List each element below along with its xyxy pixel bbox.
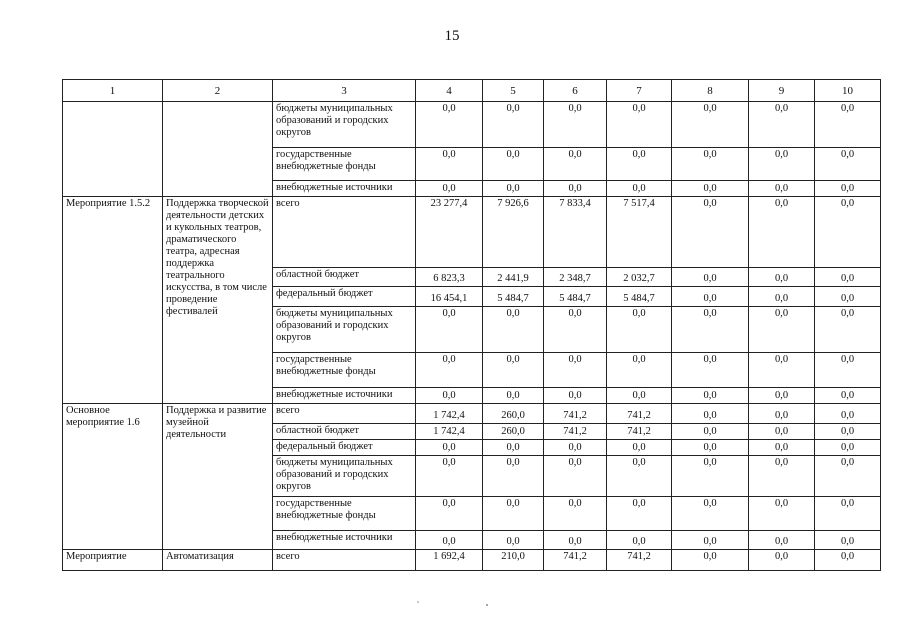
value-cell: 0,0	[815, 550, 881, 571]
value-cell: 741,2	[607, 424, 672, 440]
value-cell: 0,0	[815, 497, 881, 531]
value-cell: 0,0	[672, 550, 749, 571]
value-cell: 0,0	[672, 197, 749, 268]
value-cell: 5 484,7	[607, 287, 672, 307]
funding-source: бюджеты муниципальных образований и городских округов	[273, 307, 416, 353]
value-cell: 260,0	[483, 404, 544, 424]
funding-source: внебюджетные источники	[273, 531, 416, 550]
value-cell: 0,0	[607, 102, 672, 148]
value-cell: 0,0	[483, 353, 544, 388]
measure-code: Мероприятие	[63, 550, 163, 571]
funding-source: всего	[273, 550, 416, 571]
value-cell: 0,0	[749, 424, 815, 440]
value-cell: 0,0	[544, 181, 607, 197]
value-cell: 0,0	[416, 456, 483, 497]
value-cell: 0,0	[672, 497, 749, 531]
scan-speck	[486, 604, 488, 606]
funding-source: внебюджетные источники	[273, 388, 416, 404]
value-cell: 0,0	[416, 148, 483, 181]
value-cell: 0,0	[672, 181, 749, 197]
page-number: 15	[444, 28, 460, 44]
value-cell: 0,0	[815, 424, 881, 440]
header-cell: 4	[416, 80, 483, 102]
value-cell: 0,0	[749, 148, 815, 181]
value-cell: 0,0	[544, 353, 607, 388]
value-cell: 0,0	[815, 197, 881, 268]
funding-source: государственные внебюджетные фонды	[273, 497, 416, 531]
value-cell: 0,0	[544, 307, 607, 353]
measure-name: Автоматизация	[163, 550, 273, 571]
funding-source: бюджеты муниципальных образований и городских округов	[273, 456, 416, 497]
value-cell: 0,0	[749, 353, 815, 388]
table-row	[63, 102, 881, 148]
value-cell: 0,0	[815, 531, 881, 550]
funding-source: государственные внебюджетные фонды	[273, 353, 416, 388]
value-cell: 23 277,4	[416, 197, 483, 268]
value-cell: 0,0	[607, 353, 672, 388]
value-cell: 7 926,6	[483, 197, 544, 268]
value-cell: 0,0	[815, 268, 881, 287]
value-cell: 0,0	[483, 181, 544, 197]
value-cell: 0,0	[672, 531, 749, 550]
value-cell: 0,0	[749, 268, 815, 287]
value-cell: 0,0	[749, 531, 815, 550]
value-cell: 0,0	[416, 440, 483, 456]
scan-speck	[417, 601, 419, 603]
value-cell: 0,0	[544, 102, 607, 148]
value-cell: 741,2	[607, 404, 672, 424]
value-cell: 0,0	[416, 388, 483, 404]
value-cell: 0,0	[607, 307, 672, 353]
header-cell: 7	[607, 80, 672, 102]
value-cell: 0,0	[416, 307, 483, 353]
value-cell: 0,0	[815, 307, 881, 353]
value-cell: 0,0	[672, 353, 749, 388]
value-cell: 0,0	[672, 268, 749, 287]
measure-name: Поддержка и развитие музейной деятельности	[163, 404, 273, 550]
value-cell: 1 742,4	[416, 404, 483, 424]
value-cell: 741,2	[544, 404, 607, 424]
value-cell: 0,0	[672, 456, 749, 497]
value-cell: 0,0	[749, 404, 815, 424]
value-cell: 0,0	[483, 388, 544, 404]
value-cell: 0,0	[749, 440, 815, 456]
measure-code: Мероприятие 1.5.2	[63, 197, 163, 404]
value-cell: 260,0	[483, 424, 544, 440]
value-cell: 0,0	[672, 424, 749, 440]
value-cell: 7 517,4	[607, 197, 672, 268]
value-cell: 0,0	[416, 531, 483, 550]
funding-source: федеральный бюджет	[273, 440, 416, 456]
value-cell: 210,0	[483, 550, 544, 571]
value-cell: 0,0	[672, 148, 749, 181]
value-cell: 0,0	[544, 456, 607, 497]
value-cell: 0,0	[749, 181, 815, 197]
value-cell: 0,0	[607, 440, 672, 456]
value-cell: 0,0	[749, 102, 815, 148]
funding-source: федеральный бюджет	[273, 287, 416, 307]
value-cell: 0,0	[544, 388, 607, 404]
value-cell: 0,0	[815, 388, 881, 404]
value-cell: 0,0	[672, 307, 749, 353]
value-cell: 0,0	[416, 497, 483, 531]
value-cell: 16 454,1	[416, 287, 483, 307]
table-row	[63, 404, 881, 424]
value-cell: 0,0	[416, 353, 483, 388]
value-cell: 0,0	[483, 497, 544, 531]
value-cell: 0,0	[815, 404, 881, 424]
measure-code: Основное мероприятие 1.6	[63, 404, 163, 550]
value-cell: 0,0	[416, 102, 483, 148]
funding-source: бюджеты муниципальных образований и городских округов	[273, 102, 416, 148]
funding-source: всего	[273, 197, 416, 268]
budget-table	[62, 79, 881, 571]
funding-source: всего	[273, 404, 416, 424]
value-cell: 0,0	[544, 148, 607, 181]
header-cell: 10	[815, 80, 881, 102]
value-cell: 741,2	[544, 424, 607, 440]
header-cell: 6	[544, 80, 607, 102]
value-cell: 0,0	[815, 181, 881, 197]
table-row	[63, 550, 881, 571]
header-cell: 2	[163, 80, 273, 102]
value-cell: 0,0	[483, 148, 544, 181]
value-cell: 0,0	[749, 456, 815, 497]
measure-code	[63, 102, 163, 197]
value-cell: 0,0	[544, 440, 607, 456]
value-cell: 0,0	[607, 456, 672, 497]
header-cell: 8	[672, 80, 749, 102]
header-cell: 9	[749, 80, 815, 102]
value-cell: 1 692,4	[416, 550, 483, 571]
value-cell: 5 484,7	[483, 287, 544, 307]
value-cell: 0,0	[749, 388, 815, 404]
value-cell: 0,0	[815, 456, 881, 497]
value-cell: 0,0	[749, 307, 815, 353]
value-cell: 0,0	[672, 404, 749, 424]
value-cell: 0,0	[483, 531, 544, 550]
value-cell: 2 348,7	[544, 268, 607, 287]
value-cell: 0,0	[815, 353, 881, 388]
measure-name	[163, 102, 273, 197]
measure-name: Поддержка творческой деятельности детских и кукольных театров, драматического театра, адресная поддержка театрального искусства, в том числе проведение фестивалей	[163, 197, 273, 404]
header-cell: 3	[273, 80, 416, 102]
value-cell: 741,2	[544, 550, 607, 571]
value-cell: 0,0	[815, 102, 881, 148]
table-row	[63, 197, 881, 268]
value-cell: 0,0	[483, 456, 544, 497]
value-cell: 0,0	[483, 307, 544, 353]
value-cell: 741,2	[607, 550, 672, 571]
value-cell: 2 032,7	[607, 268, 672, 287]
funding-source: областной бюджет	[273, 268, 416, 287]
value-cell: 0,0	[483, 102, 544, 148]
value-cell: 0,0	[749, 497, 815, 531]
value-cell: 0,0	[607, 388, 672, 404]
funding-source: внебюджетные источники	[273, 181, 416, 197]
value-cell: 1 742,4	[416, 424, 483, 440]
value-cell: 0,0	[749, 550, 815, 571]
header-row	[63, 80, 881, 102]
header-cell: 1	[63, 80, 163, 102]
value-cell: 0,0	[416, 181, 483, 197]
value-cell: 7 833,4	[544, 197, 607, 268]
value-cell: 0,0	[815, 287, 881, 307]
value-cell: 0,0	[815, 440, 881, 456]
value-cell: 0,0	[607, 531, 672, 550]
value-cell: 0,0	[749, 197, 815, 268]
value-cell: 0,0	[607, 497, 672, 531]
value-cell: 0,0	[672, 440, 749, 456]
value-cell: 0,0	[672, 388, 749, 404]
value-cell: 0,0	[483, 440, 544, 456]
value-cell: 0,0	[607, 148, 672, 181]
value-cell: 2 441,9	[483, 268, 544, 287]
value-cell: 0,0	[815, 148, 881, 181]
value-cell: 0,0	[544, 497, 607, 531]
header-cell: 5	[483, 80, 544, 102]
value-cell: 0,0	[672, 102, 749, 148]
value-cell: 5 484,7	[544, 287, 607, 307]
funding-source: государственные внебюджетные фонды	[273, 148, 416, 181]
value-cell: 0,0	[544, 531, 607, 550]
value-cell: 0,0	[749, 287, 815, 307]
value-cell: 0,0	[607, 181, 672, 197]
value-cell: 0,0	[672, 287, 749, 307]
value-cell: 6 823,3	[416, 268, 483, 287]
funding-source: областной бюджет	[273, 424, 416, 440]
